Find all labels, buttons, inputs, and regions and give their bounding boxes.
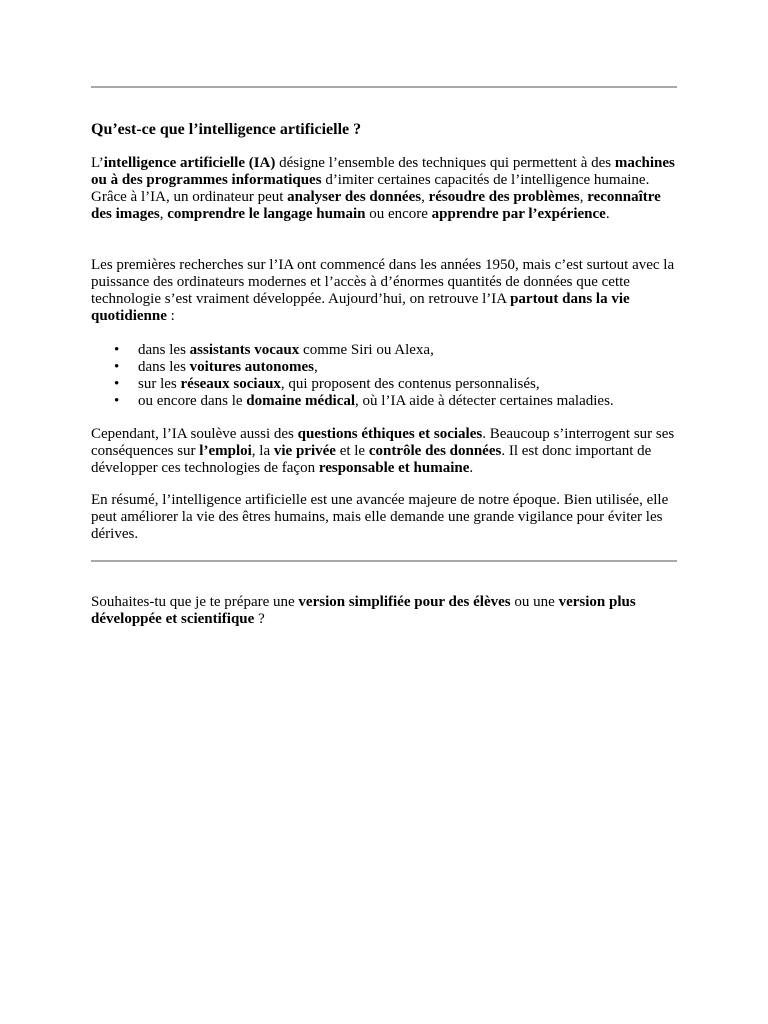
text-run: , [313,359,318,375]
bold-phrase: apprendre par l’expérience [431,206,606,222]
text-run: . [469,460,474,476]
text-run: . [605,206,610,222]
horizontal-rule-bottom [91,560,677,562]
bullet-icon: • [114,359,120,375]
text-run: désigne l’ensemble des techniques qui permettent à des [275,155,615,171]
bold-phrase: partout dans la vie quotidienne [91,291,630,324]
horizontal-rule-top [91,86,677,88]
text-run: ou encore [365,206,432,222]
bold-phrase: domaine médical [246,393,356,409]
text-run: . Beaucoup s’interrogent sur ses conséquences sur [91,426,675,459]
text-run: , qui proposent des contenus personnalisés, [280,376,540,392]
bold-phrase: résoudre des problèmes [428,189,580,205]
bold-phrase: machines ou à des programmes informatiques [91,155,675,188]
text-run: dans les [138,359,190,375]
text-run: : [166,308,175,324]
text-run: dans les [138,342,190,358]
text-run: sur les [138,376,181,392]
bullet-icon: • [114,342,120,358]
bold-phrase: voitures autonomes [189,359,314,375]
bold-phrase: questions éthiques et sociales [297,426,483,442]
bold-phrase: contrôle des données [368,443,502,459]
text-run: ou une [510,594,559,610]
list-item [91,359,677,376]
bold-phrase: reconnaître des images [91,189,661,222]
bold-phrase: l’emploi [199,443,252,459]
text-run: , [579,189,588,205]
paragraph-summary [91,492,677,543]
paragraph-history [91,257,677,325]
text-run: En résumé, l’intelligence artificielle est une avancée majeure de notre époque. Bien utilisée, elle peut améliorer la vie des êtres humains, mais elle demande une grande vigilance pour éviter les dérives. [91,492,669,542]
text-run: , la [251,443,274,459]
paragraph-definition [91,155,677,223]
list-item [91,376,677,393]
paragraph-ethics [91,426,677,477]
bullet-icon: • [114,393,120,409]
text-run: Cependant, l’IA soulève aussi des [91,426,298,442]
bold-phrase: version simplifiée pour des élèves [298,594,511,610]
text-run: ? [254,611,265,627]
document-title: Qu’est-ce que l’intelligence artificielle ? [91,121,362,138]
text-run: et le [335,443,369,459]
text-run: , [159,206,168,222]
text-run: comme Siri ou Alexa, [299,342,434,358]
text-run: . Il est donc important de développer ces technologies de façon [91,443,652,476]
bold-phrase: responsable et humaine [318,460,470,476]
paragraph-follow-up-question [91,594,677,628]
text-run: Les premières recherches sur l’IA ont commencé dans les années 1950, mais c’est surtout avec la puissance des ordinateurs modernes et l’accès à d’énormes quantités de données que cette technologie s’est vraiment développée. Aujourd’hui, on retrouve l’IA [91,257,675,307]
bold-phrase: intelligence artificielle (IA) [103,155,276,171]
bold-phrase: réseaux sociaux [180,376,281,392]
text-run: ou encore dans le [138,393,247,409]
bold-phrase: version plus développée et scientifique [91,594,636,627]
list-item [91,393,677,410]
list-item [91,342,677,359]
bold-phrase: assistants vocaux [189,342,300,358]
text-run: d’imiter certaines capacités de l’intelligence humaine. Grâce à l’IA, un ordinateur peut [91,172,650,205]
examples-list-container [91,342,677,410]
bold-phrase: analyser des données [287,189,422,205]
examples-list [91,342,677,410]
text-run: L’ [91,155,104,171]
bold-phrase: comprendre le langage humain [167,206,366,222]
text-run: , [421,189,429,205]
bullet-icon: • [114,376,120,392]
bold-phrase: vie privée [273,443,336,459]
text-run: , où l’IA aide à détecter certaines maladies. [355,393,614,409]
text-run: Souhaites-tu que je te prépare une [91,594,299,610]
